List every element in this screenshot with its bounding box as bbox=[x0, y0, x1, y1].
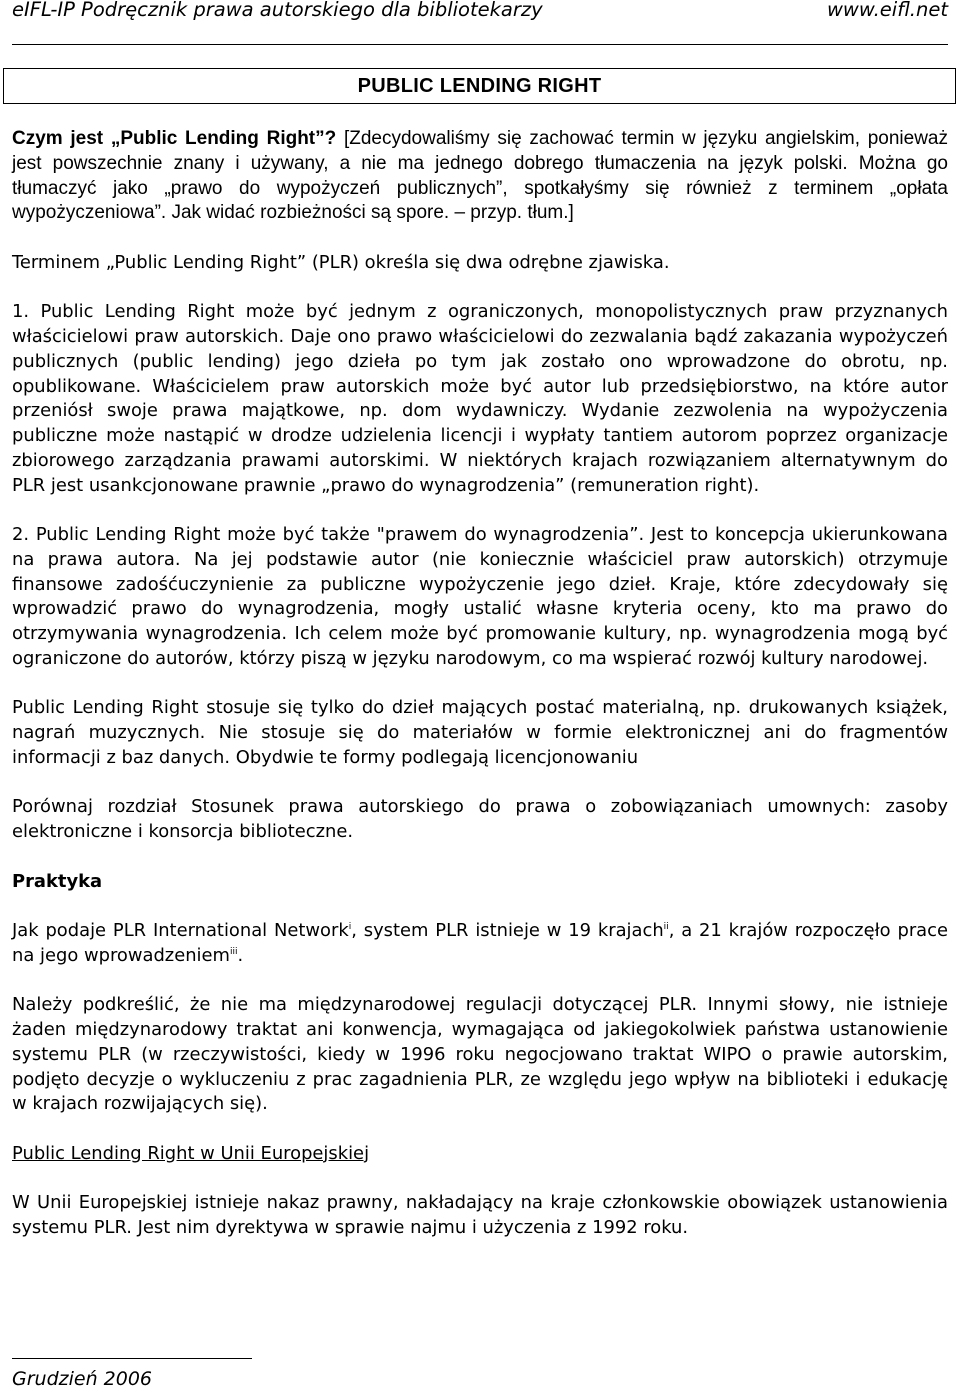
point-1-paragraph: 1. Public Lending Right może być jednym z ograniczonych, monopolistycznych praw przyznanych właścicielowi praw autorskich. Daje ono prawo właścicielowi do zezwalania bądź zakazania wypożyczeń publicznych (public lending) jego dzieła po tym jak zostało ono wprowadzone do obrotu, np. opublikowane. Właścicielem praw autorskich może być autor lub przedsiębiorstwo, na które autor przeniósł swoje prawa majątkowe, np. dom wydawniczy. Wydanie zezwolenia na wypożyczenia publiczne może nastąpić w drodze udzielenia licencji i wypłaty tantiem autorom poprzez organizacje zbiorowego zarządzania prawami autorskimi. W niektórych krajach rozwiązaniem alternatywnym do PLR jest usankcjonowane prawnie „prawo do wynagrodzenia” (remuneration right). bbox=[12, 301, 948, 496]
page-footer-date: Grudzień 2006 bbox=[12, 1368, 153, 1390]
compare-paragraph: Porównaj rozdział Stosunek prawa autorskiego do prawa o zobowiązaniach umownych: zasoby elektroniczne i konsorcja biblioteczne. bbox=[12, 796, 948, 842]
intro-question: Czym jest „Public Lending Right”? bbox=[12, 128, 337, 149]
document-body bbox=[12, 127, 948, 1266]
footnote-ref-3[interactable]: iii bbox=[229, 946, 238, 957]
page-header bbox=[12, 0, 948, 26]
footer-divider bbox=[12, 1358, 252, 1359]
header-divider bbox=[12, 44, 948, 45]
header-website: www.eifl.net bbox=[826, 0, 948, 21]
footnote-ref-1[interactable]: i bbox=[348, 922, 352, 933]
intro-text-a: [Zdecydowaliśmy się zachować termin w języku angielskim, ponieważ jest powszechnie znany i używany, a nie ma jednego dobrego tłumaczenia na język polski. bbox=[12, 128, 948, 174]
practice-paragraph: Jak podaje PLR International Network$^i$, system PLR istnieje w 19 krajach$^{ii}$, a 21 krajów rozpoczęło prace na jego wprowadzeniem$^{iii}$. bbox=[12, 920, 948, 966]
eu-heading: Public Lending Right w Unii Europejskiej bbox=[12, 1142, 370, 1164]
section-title-box bbox=[3, 68, 956, 104]
intro-text-b: Można go tłumaczyć jako „prawo do wypożyczeń publicznych”, spotkałyśmy się również z terminem „opłata wypożyczeniowa”. Jak widać rozbieżności są spore. – przyp. tłum.] bbox=[12, 152, 948, 224]
footnote-ref-2[interactable]: ii bbox=[663, 922, 669, 933]
definition-paragraph: Terminem „Public Lending Right” (PLR) określa się dwa odrębne zjawiska. bbox=[12, 251, 670, 273]
scope-paragraph: Public Lending Right stosuje się tylko do dzieł mających postać materialną, np. drukowanych książek, nagrań muzycznych. Nie stosuje się do materiałów w formie elektronicznej ani do fragmentów informacji z baz danych. Obydwie te formy podlegają licencjonowaniu bbox=[12, 697, 948, 768]
point-2-paragraph: 2. Public Lending Right może być także "prawem do wynagrodzenia”. Jest to koncepcja ukierunkowana na prawa autora. Na jej podstawie autor (nie koniecznie właściciel praw autorskich) otrzymuje finansowe zadośćuczynienie za publiczne wypożyczenie jego dzieł. Kraje, które zdecydowały się wprowadzić prawo do wynagrodzenia, mogły ustalić własne kryteria oceny, kto ma prawo do otrzymywania wynagrodzenia. Ich celem może być promowanie kultury, np. wynagrodzenia mogą być ograniczone do autorów, którzy piszą w języku narodowym, co ma wspierać rozwój kultury narodowej. bbox=[12, 524, 948, 669]
section-title: PUBLIC LENDING RIGHT bbox=[357, 74, 602, 97]
practice-heading: Praktyka bbox=[12, 870, 103, 892]
intro-paragraph bbox=[12, 127, 948, 226]
regulation-paragraph: Należy podkreślić, że nie ma międzynarodowej regulacji dotyczącej PLR. Innymi słowy, nie istnieje żaden międzynarodowy traktat ani konwencja, wymagająca od jakiegokolwiek państwa ustanowienie systemu PLR (w rzeczywistości, kiedy w 1996 roku negocjowano traktat WIPO o prawie autorskim, podjęto decyzje o wykluczeniu z prac zagadnienia PLR, ze względu jego wpływ na biblioteki i edukację w krajach rozwijających się). bbox=[12, 994, 948, 1115]
eu-paragraph: W Unii Europejskiej istnieje nakaz prawny, nakładający na kraje członkowskie obowiązek ustanowienia systemu PLR. Jest nim dyrektywa w sprawie najmu i użyczenia z 1992 roku. bbox=[12, 1192, 948, 1238]
header-title: eIFL-IP Podręcznik prawa autorskiego dla bibliotekarzy bbox=[12, 0, 543, 21]
